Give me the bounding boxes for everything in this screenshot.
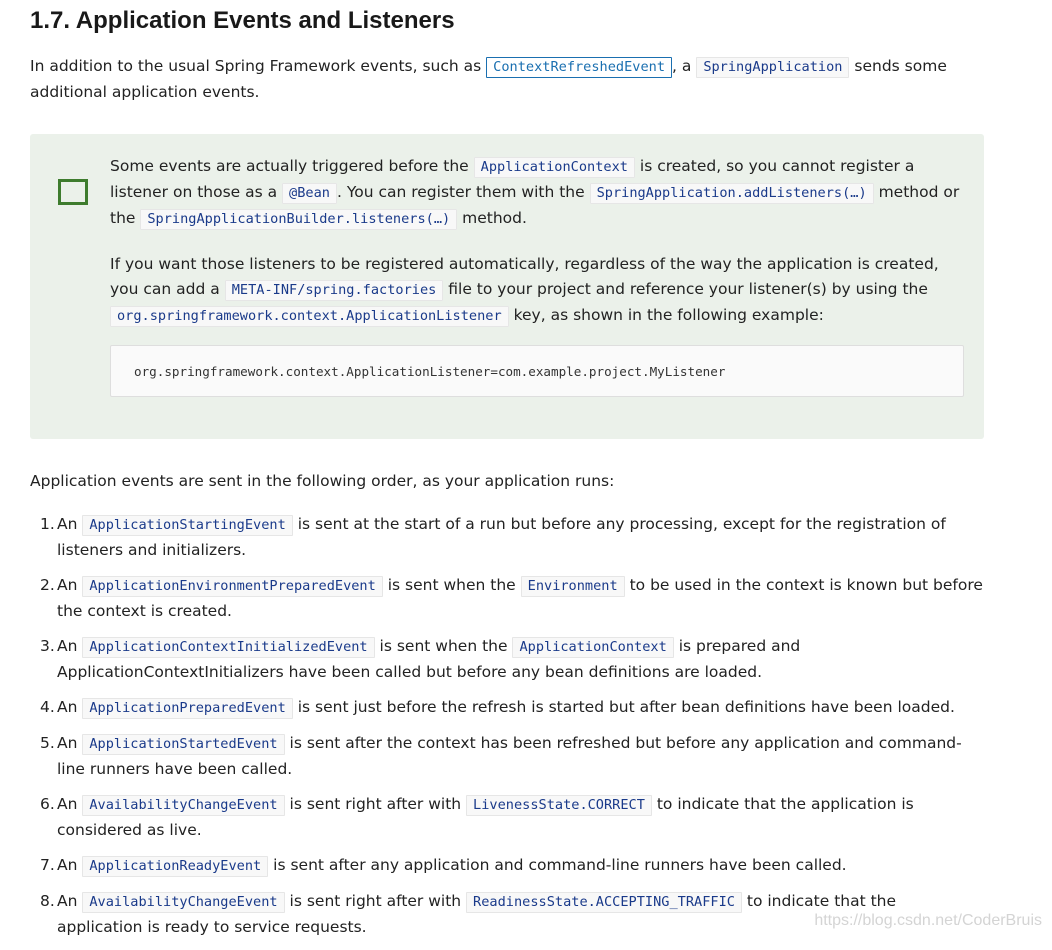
list-item-text: is sent after the context has been refreshed but before any application and command-line runners have been called. bbox=[57, 734, 962, 778]
note-p2-text-1: If you want those listeners to be registered automatically, regardless of the way the application is created, you can add a bbox=[110, 255, 939, 298]
code-event-name: ApplicationPreparedEvent bbox=[82, 698, 292, 719]
list-item bbox=[30, 634, 984, 685]
note-p1-text-4: method or the bbox=[110, 183, 960, 227]
code-spring-factories: META-INF/spring.factories bbox=[225, 280, 444, 301]
code-example-text: org.springframework.context.ApplicationListener=com.example.project.MyListener bbox=[134, 364, 726, 379]
list-item-text: to indicate that the application is ready to service requests. bbox=[57, 892, 897, 936]
code-builder-listeners: SpringApplicationBuilder.listeners(…) bbox=[140, 209, 457, 230]
note-p1-text-1: Some events are actually triggered before the bbox=[110, 157, 474, 175]
order-intro: Application events are sent in the following order, as your application runs: bbox=[30, 472, 615, 490]
code-readiness-state: ReadinessState.ACCEPTING_TRAFFIC bbox=[466, 892, 742, 913]
list-item bbox=[30, 731, 984, 782]
intro-text-3: sends some additional application events. bbox=[30, 57, 947, 101]
list-item-lead: An bbox=[57, 576, 83, 594]
list-item-number: 1. bbox=[40, 515, 55, 533]
list-item-number: 5. bbox=[40, 734, 55, 752]
list-item-text: is sent right after with bbox=[284, 892, 467, 910]
code-application-listener: org.springframework.context.ApplicationListener bbox=[110, 306, 509, 327]
code-example-block[interactable] bbox=[110, 345, 964, 397]
note-body bbox=[110, 154, 970, 349]
list-item-text: is sent when the bbox=[374, 637, 513, 655]
watermark: https://blog.csdn.net/CoderBruis bbox=[814, 912, 1042, 929]
list-item bbox=[30, 792, 984, 843]
code-event-name: ApplicationEnvironmentPreparedEvent bbox=[82, 576, 382, 597]
list-item-number: 2. bbox=[40, 576, 55, 594]
note-paragraph-2 bbox=[110, 252, 970, 329]
code-event-name: ApplicationContextInitializedEvent bbox=[82, 637, 374, 658]
list-item-lead: An bbox=[57, 734, 83, 752]
list-item-text: is sent right after with bbox=[284, 795, 467, 813]
intro-text-1: In addition to the usual Spring Framework events, such as bbox=[30, 57, 487, 75]
code-environment: Environment bbox=[521, 576, 625, 597]
list-item-text: is prepared and ApplicationContextInitializers have been called but before any bean definitions are loaded. bbox=[57, 637, 801, 681]
list-item-lead: An bbox=[57, 637, 83, 655]
intro-paragraph bbox=[30, 54, 950, 105]
list-item-lead: An bbox=[57, 856, 83, 874]
list-item-number: 7. bbox=[40, 856, 55, 874]
note-p2-text-2: file to your project and reference your listener(s) by using the bbox=[443, 280, 928, 298]
list-item bbox=[30, 512, 984, 563]
event-order-list bbox=[30, 512, 984, 950]
code-context-refreshed-event[interactable]: ContextRefreshedEvent bbox=[486, 57, 672, 78]
list-item-number: 4. bbox=[40, 698, 55, 716]
list-item bbox=[30, 573, 984, 624]
list-item-text: to indicate that the application is considered as live. bbox=[57, 795, 914, 839]
code-bean: @Bean bbox=[282, 183, 337, 204]
code-event-name: AvailabilityChangeEvent bbox=[82, 892, 284, 913]
list-item bbox=[30, 853, 984, 879]
note-paragraph-1 bbox=[110, 154, 970, 232]
code-event-name: ApplicationStartingEvent bbox=[82, 515, 292, 536]
list-item-lead: An bbox=[57, 698, 83, 716]
code-event-name: ApplicationReadyEvent bbox=[82, 856, 268, 877]
note-p2-text-3: key, as shown in the following example: bbox=[508, 306, 824, 324]
list-item-text: is sent when the bbox=[382, 576, 521, 594]
list-item-text: is sent at the start of a run but before any processing, except for the registration of listeners and initializers. bbox=[57, 515, 946, 559]
list-item-text: is sent after any application and command-line runners have been called. bbox=[268, 856, 847, 874]
list-item-lead: An bbox=[57, 515, 83, 533]
code-add-listeners: SpringApplication.addListeners(…) bbox=[590, 183, 874, 204]
code-application-context: ApplicationContext bbox=[474, 157, 635, 178]
code-event-name: ApplicationStartedEvent bbox=[82, 734, 284, 755]
note-p1-text-3: . You can register them with the bbox=[336, 183, 590, 201]
note-p1-text-2: is created, so you cannot register a listener on those as a bbox=[110, 157, 915, 201]
intro-text-2: , a bbox=[672, 57, 697, 75]
note-admonition bbox=[30, 134, 984, 439]
note-icon bbox=[58, 179, 88, 205]
list-item-text: to be used in the context is known but before the context is created. bbox=[57, 576, 983, 620]
list-item-lead: An bbox=[57, 892, 83, 910]
code-application-context: ApplicationContext bbox=[512, 637, 673, 658]
note-p1-text-5: method. bbox=[457, 209, 527, 227]
list-item-text: is sent just before the refresh is started but after bean definitions have been loaded. bbox=[292, 698, 955, 716]
list-item-lead: An bbox=[57, 795, 83, 813]
list-item bbox=[30, 695, 984, 721]
list-item-number: 8. bbox=[40, 892, 55, 910]
code-event-name: AvailabilityChangeEvent bbox=[82, 795, 284, 816]
section-title: 1.7. Application Events and Listeners bbox=[30, 7, 455, 34]
list-item-number: 6. bbox=[40, 795, 55, 813]
code-liveness-state: LivenessState.CORRECT bbox=[466, 795, 652, 816]
code-spring-application: SpringApplication bbox=[696, 57, 849, 78]
list-item-number: 3. bbox=[40, 637, 55, 655]
